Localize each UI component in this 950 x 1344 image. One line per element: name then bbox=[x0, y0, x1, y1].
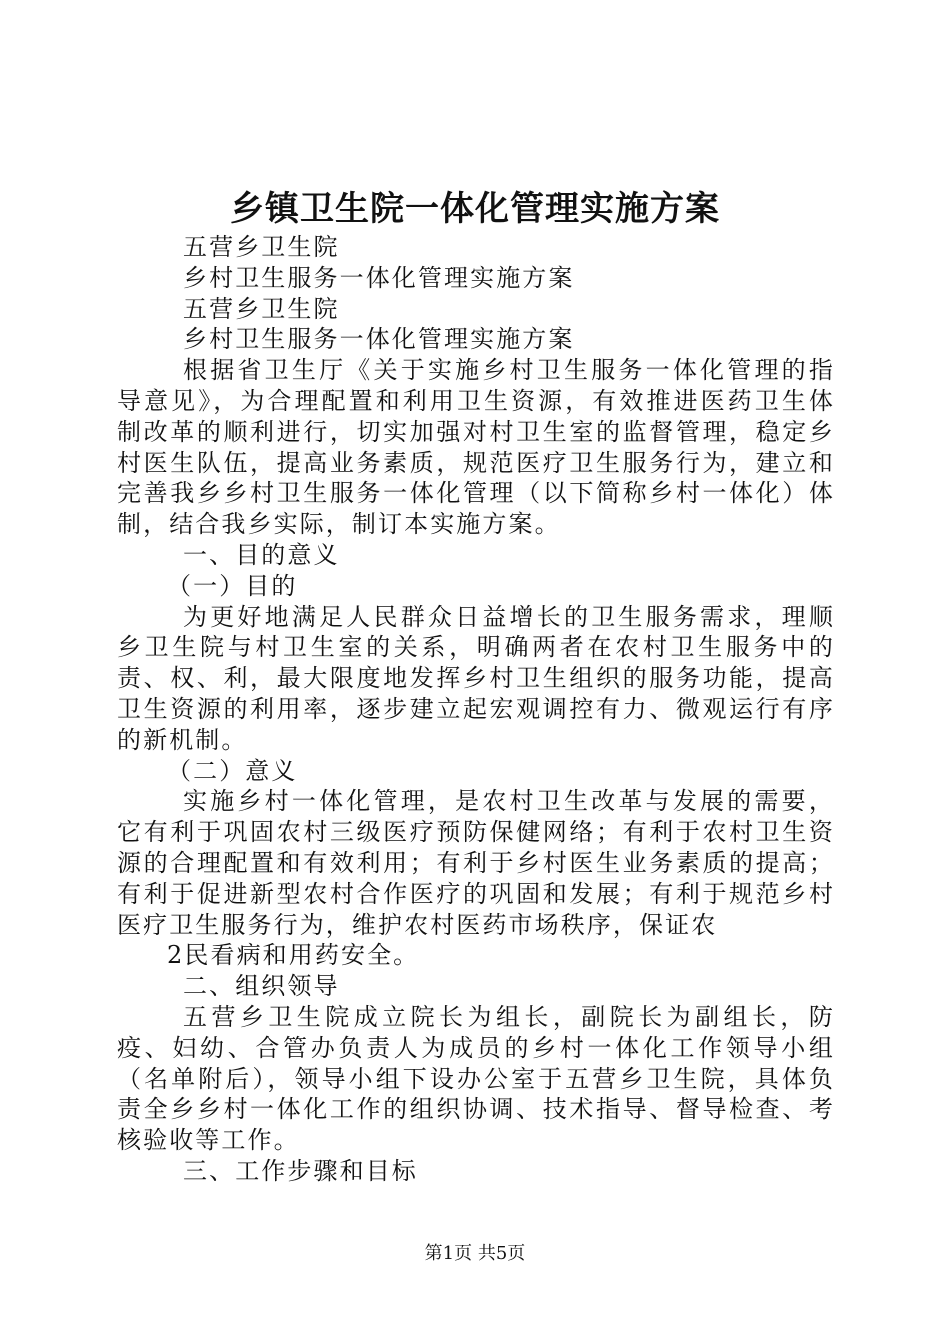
heading-section-3: 三、工作步骤和目标 bbox=[183, 1156, 418, 1185]
paragraph-intro: 根据省卫生厅《关于实施乡村卫生服务一体化管理的指导意见》，为合理配置和利用卫生资源，有效推进医药卫生体制改革的顺利进行，切实加强对村卫生室的监督管理，稳定乡村医生队伍，提高业务素质，规范医疗卫生服务行为，建立和完善我乡乡村卫生服务一体化管理（以下简称乡村一体化）体制，结合我乡实际，制订本实施方案。 bbox=[117, 356, 835, 539]
paragraph-plan-name-2: 乡村卫生服务一体化管理实施方案 bbox=[183, 325, 575, 354]
paragraph-plan-name-1: 乡村卫生服务一体化管理实施方案 bbox=[183, 263, 575, 292]
paragraph-organization: 五营乡卫生院成立院长为组长，副院长为副组长，防疫、妇幼、合管办负责人为成员的乡村一体化工作领导小组（名单附后），领导小组下设办公室于五营乡卫生院，具体负责全乡乡村一体化工作的组织协调、技术指导、督导检查、考核验收等工作。 bbox=[117, 1002, 835, 1155]
heading-subsection-1: （一）目的 bbox=[167, 571, 298, 600]
document-body bbox=[117, 232, 835, 1187]
paragraph-continuation: 2民看病和用药安全。 bbox=[167, 941, 420, 970]
paragraph-org-name-1: 五营乡卫生院 bbox=[183, 233, 340, 261]
document-title: 乡镇卫生院一体化管理实施方案 bbox=[230, 189, 720, 229]
paragraph-significance: 实施乡村一体化管理，是农村卫生改革与发展的需要，它有利于巩固农村三级医疗预防保健网络；有利于农村卫生资源的合理配置和有效利用；有利于乡村医生业务素质的提高；有利于促进新型农村合作医疗的巩固和发展；有利于规范乡村医疗卫生服务行为，维护农村医药市场秩序，保证农 bbox=[117, 787, 835, 939]
paragraph-purpose: 为更好地满足人民群众日益增长的卫生服务需求，理顺乡卫生院与村卫生室的关系，明确两者在农村卫生服务中的责、权、利，最大限度地发挥乡村卫生组织的服务功能，提高卫生资源的利用率，逐步建立起宏观调控有力、微观运行有序的新机制。 bbox=[117, 602, 835, 754]
paragraph-org-name-2: 五营乡卫生院 bbox=[183, 294, 340, 323]
heading-section-2: 二、组织领导 bbox=[183, 972, 340, 1001]
heading-section-1: 一、目的意义 bbox=[183, 540, 340, 569]
page-number: 第1页 共5页 bbox=[424, 1243, 526, 1264]
heading-subsection-2: （二）意义 bbox=[167, 756, 298, 785]
